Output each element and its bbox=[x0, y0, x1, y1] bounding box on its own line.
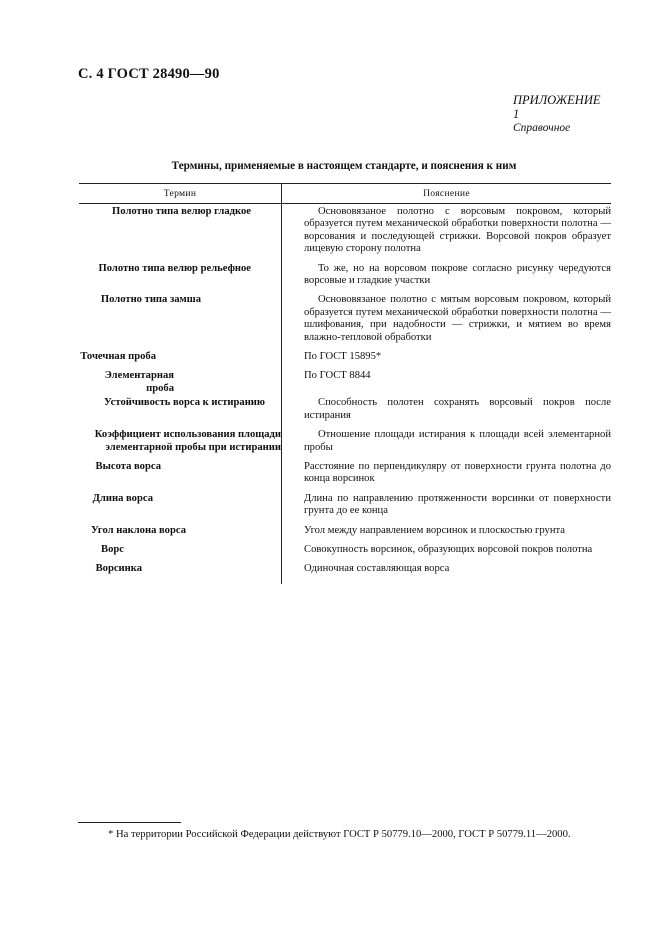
table-row bbox=[79, 261, 611, 293]
explanation-cell bbox=[281, 459, 611, 491]
term-cell: Полотно типа замша bbox=[100, 294, 201, 306]
term-cell: Ворс bbox=[101, 543, 124, 555]
appendix-title: ПРИЛОЖЕНИЕ 1 bbox=[513, 93, 601, 121]
explanation-text: Расстояние по перпендикуляру от поверхности грунта полотна до конца ворсинок bbox=[304, 460, 611, 485]
term-cell: Коэффициент использования площади элементарной пробы при истирании bbox=[94, 429, 281, 453]
appendix-subtitle: Справочное bbox=[513, 122, 571, 134]
explanation-text: Основовязаное полотно с ворсовым покровом, который образуется путем механической обработки поверхности полотна — ворсования и последующей стрижки. Ворсовой покров образует лицевую сторону полотна bbox=[304, 206, 611, 255]
term-cell: Устойчивость ворса к истиранию bbox=[104, 397, 265, 409]
table-title: Термины, применяемые в настоящем стандарте, и пояснения к ним bbox=[171, 160, 517, 172]
table-row bbox=[79, 523, 611, 542]
term-cell: Элементарная проба bbox=[104, 370, 174, 394]
explanation-text: Длина по направлению протяженности ворсинки от поверхности грунта до ее конца bbox=[304, 492, 611, 517]
table-row bbox=[79, 395, 611, 427]
explanation-cell bbox=[281, 261, 611, 293]
table-row bbox=[79, 427, 611, 459]
explanation-cell bbox=[281, 368, 611, 395]
explanation-cell bbox=[281, 204, 611, 261]
footnote-divider bbox=[78, 822, 181, 823]
term-cell: Высота ворса bbox=[95, 460, 161, 472]
explanation-cell bbox=[281, 523, 611, 542]
explanation-text: Способность полотен сохранять ворсовый покров после истирания bbox=[304, 397, 611, 421]
explanation-text: Угол между направлением ворсинок и плоскостью грунта bbox=[304, 524, 565, 536]
explanation-cell bbox=[281, 349, 611, 368]
explanation-cell bbox=[281, 292, 611, 349]
table-row bbox=[79, 561, 611, 583]
table-row bbox=[79, 459, 611, 491]
explanation-cell bbox=[281, 491, 611, 523]
footnote: * На территории Российской Федерации действуют ГОСТ Р 50779.10—2000, ГОСТ Р 50779.11—2000. bbox=[108, 829, 571, 840]
explanation-cell bbox=[281, 395, 611, 427]
term-cell: Полотно типа велюр гладкое bbox=[112, 206, 251, 217]
term-cell: Полотно типа велюр рельефное bbox=[98, 262, 251, 274]
page-header: С. 4 ГОСТ 28490—90 bbox=[78, 66, 220, 82]
term-cell: Точечная проба bbox=[80, 351, 156, 363]
explanation-text: По ГОСТ 15895* bbox=[304, 351, 382, 363]
explanation-text: Совокупность ворсинок, образующих ворсовой покров полотна bbox=[304, 543, 593, 555]
term-cell: Длина ворса bbox=[92, 492, 153, 504]
table-row bbox=[79, 204, 611, 261]
table-row bbox=[79, 368, 611, 395]
table-row bbox=[79, 349, 611, 368]
table-row bbox=[79, 491, 611, 523]
explanation-text: Основовязаное полотно с мятым ворсовым покровом, который образуется путем механической обработки поверхности полотна — шлифования, при надобности — стрижки, и мятием во время влажно-тепловой обработки bbox=[304, 294, 611, 343]
explanation-text: То же, но на ворсовом покрове согласно рисунку чередуются ворсовые и гладкие участки bbox=[304, 262, 611, 287]
term-cell: Ворсинка bbox=[95, 563, 142, 575]
column-header-term: Термин bbox=[163, 188, 197, 199]
column-header-explanation: Пояснение bbox=[281, 184, 611, 203]
explanation-cell bbox=[281, 427, 611, 459]
term-cell: Угол наклона ворса bbox=[91, 524, 186, 536]
table-row bbox=[79, 292, 611, 349]
appendix-label bbox=[513, 93, 609, 135]
explanation-cell bbox=[281, 561, 611, 583]
explanation-text: Отношение площади истирания к площади всей элементарной пробы bbox=[304, 429, 611, 453]
table-header-row bbox=[79, 183, 611, 204]
terms-table bbox=[79, 183, 611, 584]
explanation-text: По ГОСТ 8844 bbox=[304, 370, 371, 382]
explanation-cell bbox=[281, 542, 611, 561]
explanation-text: Одиночная составляющая ворса bbox=[304, 563, 450, 575]
table-row bbox=[79, 542, 611, 561]
